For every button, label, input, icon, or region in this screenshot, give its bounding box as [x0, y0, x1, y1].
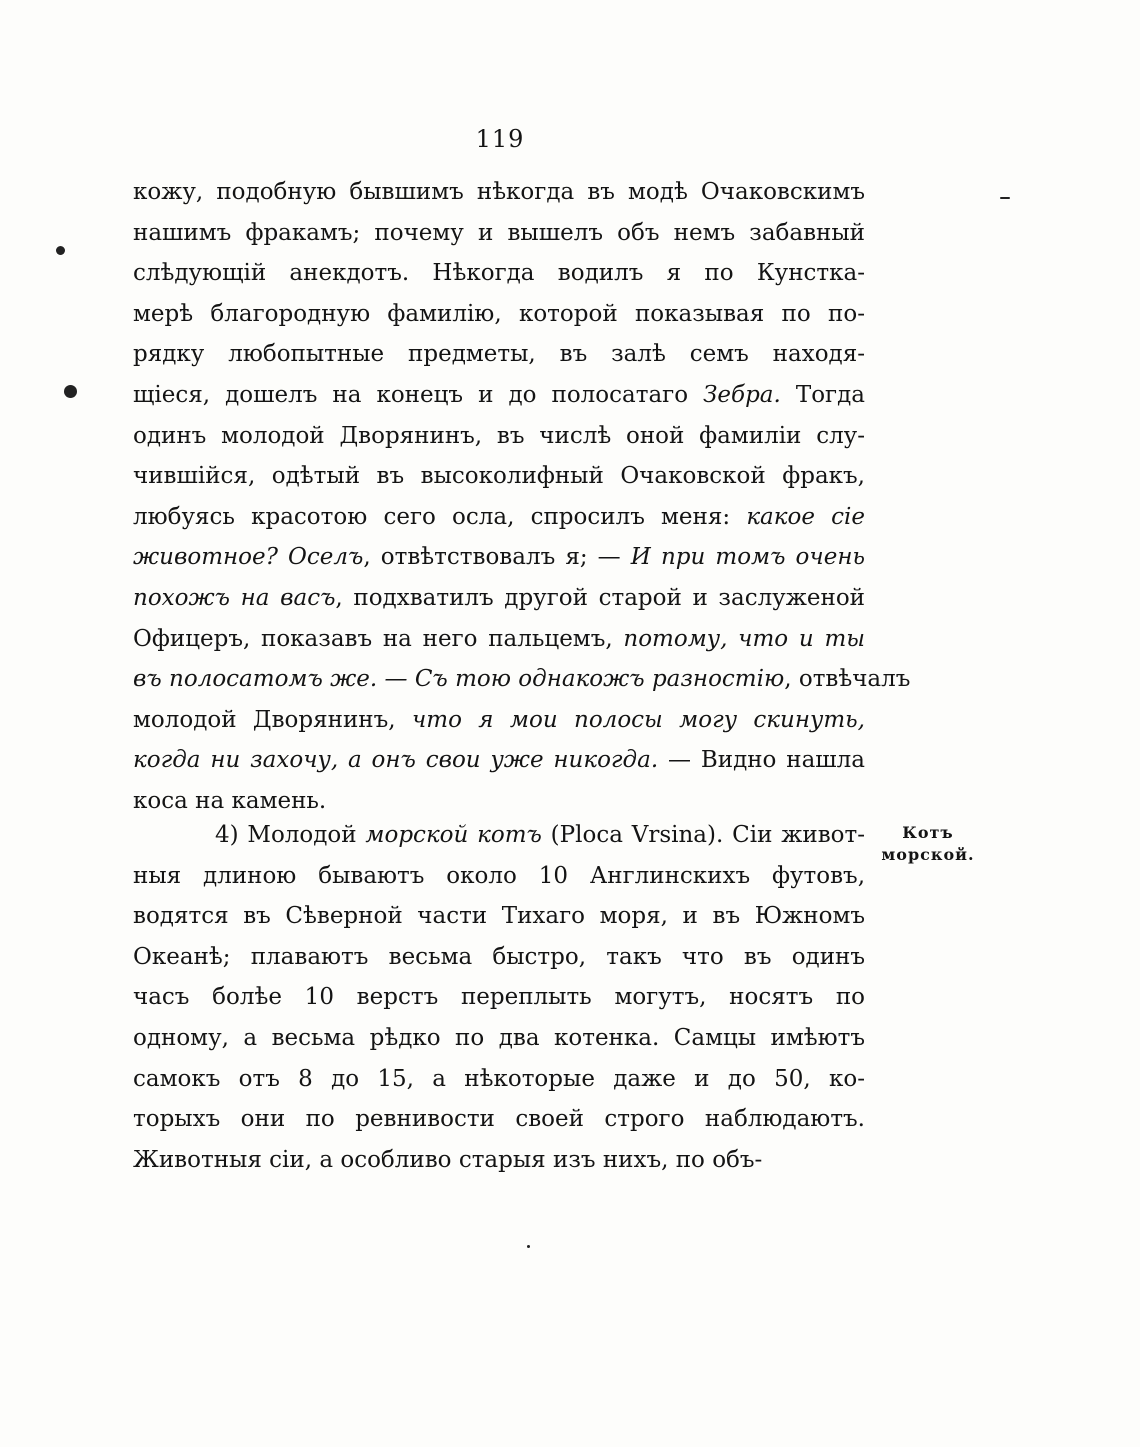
text-segment: , отвѣтствовалъ я; —: [363, 544, 631, 571]
text-line: [133, 659, 911, 700]
italic-text: какое сіе: [746, 503, 865, 530]
text-line: [133, 1018, 865, 1059]
text-segment: самокъ отъ 8 до 15, а нѣкоторые даже и до 50, ко-: [133, 1065, 865, 1092]
text-segment: ныя длиною бываютъ около 10 Англинскихъ футовъ,: [133, 862, 865, 889]
page-number: 119: [475, 125, 525, 153]
text-segment: торыхъ они по ревнивости своей строго наблюдаютъ.: [133, 1106, 865, 1133]
text-line: [133, 937, 865, 978]
text-line: [133, 1140, 865, 1181]
text-segment: , подхватилъ другой старой и заслуженой: [335, 584, 865, 611]
scan-speck: [64, 385, 77, 398]
text-line: [133, 497, 865, 538]
margin-note: [878, 822, 978, 866]
scan-speck: [1000, 197, 1010, 199]
text-segment: мерѣ благородную фамилію, которой показывая по по-: [133, 300, 865, 327]
margin-note-line-2: морской.: [881, 845, 975, 864]
text-segment: (Ploca Vrsina). Сіи живот-: [541, 822, 865, 848]
text-segment: рядку любопытные предметы, въ залѣ семъ находя-: [133, 341, 865, 368]
text-line: [133, 334, 865, 375]
text-segment: Офицеръ, показавъ на него пальцемъ,: [133, 625, 624, 652]
text-line: [133, 456, 865, 497]
italic-text: что я мои полосы могу скинуть,: [411, 706, 865, 733]
italic-text: Зебра.: [703, 381, 781, 408]
text-line: [133, 740, 865, 781]
text-line: [133, 856, 865, 897]
text-line: [133, 416, 865, 457]
text-line: [133, 578, 865, 619]
text-segment: часъ болѣе 10 верстъ переплыть могутъ, носятъ по: [133, 984, 865, 1011]
italic-text: когда ни захочу, а онъ свои уже никогда.: [133, 747, 659, 774]
text-segment: одному, а весьма рѣдко по два котенка. Самцы имѣютъ: [133, 1024, 865, 1051]
text-segment: кожу, подобную бывшимъ нѣкогда въ модѣ Очаковскимъ: [133, 179, 865, 205]
text-line: [133, 213, 865, 254]
text-line: [133, 619, 865, 660]
scan-speck: [56, 246, 65, 255]
italic-text: похожъ на васъ: [133, 584, 336, 611]
text-segment: Океанѣ; плаваютъ весьма быстро, такъ что въ одинъ: [133, 943, 865, 970]
paragraph-2: [133, 815, 865, 1180]
scan-speck: [527, 1245, 530, 1248]
text-line: [133, 294, 865, 335]
text-segment: любуясь красотою сего осла, спросилъ меня:: [133, 503, 747, 530]
text-line: [133, 1099, 865, 1140]
paragraph-1: [133, 172, 911, 822]
text-segment: Животныя сіи, а особливо старыя изъ нихъ, по объ-: [133, 1146, 763, 1173]
text-line: [133, 253, 865, 294]
text-segment: молодой Дворянинъ,: [133, 706, 412, 733]
italic-text: животное? Оселъ: [133, 544, 364, 571]
text-line: [133, 537, 865, 578]
text-line: [133, 815, 865, 856]
italic-text: въ полосатомъ же. — Съ тою однакожъ разностію: [133, 666, 785, 693]
text-line: [133, 977, 865, 1018]
text-segment: одинъ молодой Дворянинъ, въ числѣ оной фамиліи слу-: [133, 422, 865, 449]
text-segment: коса на камень.: [133, 787, 327, 814]
text-segment: нашимъ фракамъ; почему и вышелъ объ немъ забавный: [133, 219, 865, 246]
text-segment: водятся въ Сѣверной части Тихаго моря, и въ Южномъ: [133, 903, 865, 930]
margin-note-line-1: Котъ: [902, 823, 954, 842]
text-segment: чившійся, одѣтый въ высоколифный Очаковской фракъ,: [133, 463, 865, 490]
italic-text: потому, что и ты: [623, 625, 865, 652]
text-segment: , отвѣчалъ: [784, 666, 911, 693]
text-line: [133, 172, 865, 213]
text-segment: 4) Молодой: [215, 822, 366, 848]
text-line: [133, 896, 865, 937]
text-line: [133, 375, 865, 416]
text-line: [133, 1059, 865, 1100]
text-segment: — Видно нашла: [658, 747, 865, 774]
italic-text: И при томъ очень: [630, 544, 865, 571]
text-line: [133, 700, 865, 741]
text-segment: щіеся, дошелъ на конецъ и до полосатаго: [133, 381, 704, 408]
italic-text: морской котъ: [365, 822, 542, 848]
text-segment: Тогда: [780, 381, 865, 408]
text-segment: слѣдующій анекдотъ. Нѣкогда водилъ я по Кунстка-: [133, 260, 865, 287]
